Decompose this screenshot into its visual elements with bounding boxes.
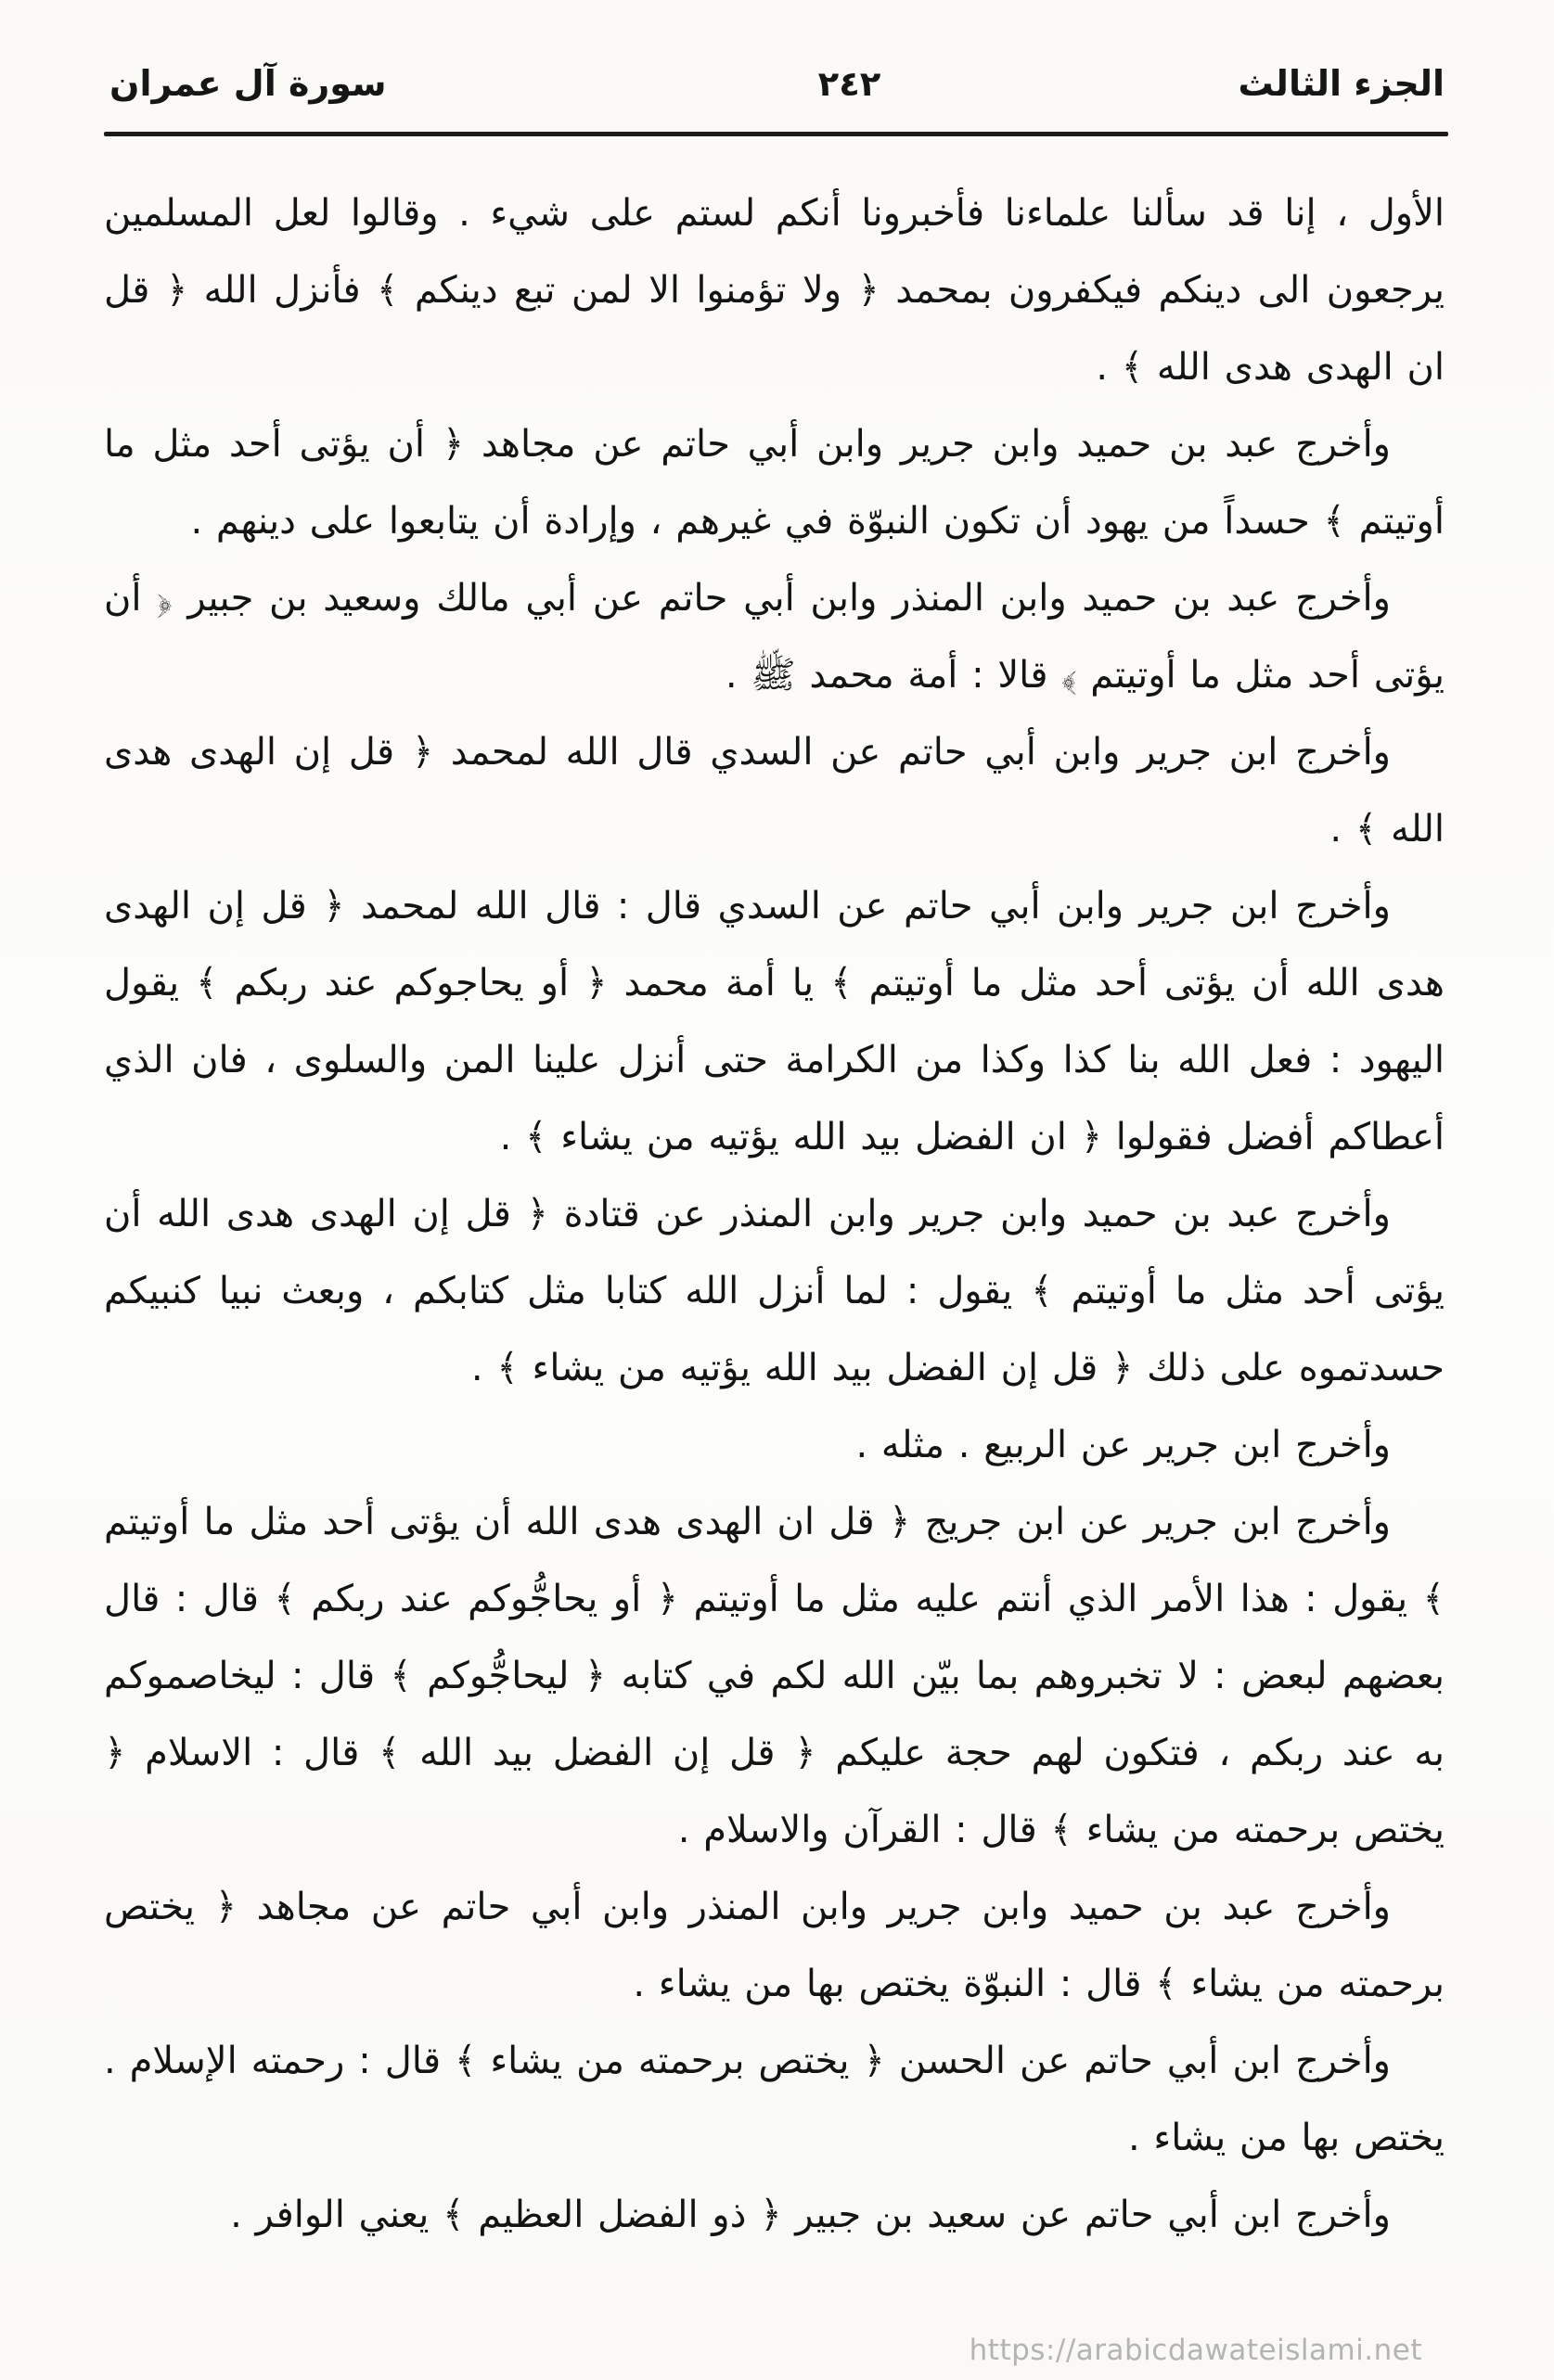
paragraph: وأخرج عبد بن حميد وابن جرير وابن المنذر عن قتادة ﴿ قل إن الهدى هدى الله أن يؤتى أحد مثل ما أوتيتم ﴾ يقول : لما أنزل الله كتابا مثل كتابكم ، وبعث نبيا كنبيكم حسدتموه على ذلك ﴿ قل إن الفضل بيد الله يؤتيه من يشاء ﴾ . — [104, 1193, 1445, 1389]
paragraph: وأخرج ابن جرير عن ابن جريج ﴿ قل ان الهدى هدى الله أن يؤتى أحد مثل ما أوتيتم ﴾ يقول : هذا الأمر الذي أنتم عليه مثل ما أوتيتم ﴿ أو يحاجُّوكم عند ربكم ﴾ قال : قال بعضهم لبعض : لا تخبروهم بما بيّن الله لكم في كتابه ﴿ ليحاجُّوكم ﴾ قال : ليخاصموكم به عند ربكم ، فتكون لهم حجة عليكم ﴿ قل إن الفضل بيد الله ﴾ قال : الاسلام ﴿ يختص برحمته من يشاء ﴾ قال : القرآن والاسلام . — [104, 1501, 1445, 1851]
page-body — [0, 136, 1554, 2254]
page-header — [0, 0, 1554, 104]
part-title: الجزء الثالث — [1238, 63, 1445, 104]
paragraph: وأخرج ابن جرير عن الربيع . مثله . — [855, 1424, 1391, 1466]
paragraph: وأخرج ابن جرير وابن أبي حاتم عن السدي قال الله لمحمد ﴿ قل إن الهدى هدى الله ﴾ . — [104, 731, 1445, 851]
page-number: ٢٤٢ — [817, 64, 881, 104]
paragraph: وأخرج عبد بن حميد وابن المنذر وابن أبي حاتم عن أبي مالك وسعيد بن جبير ﴿ أن يؤتى أحد مثل ما أوتيتم ﴾ قالا : أمة محمد ﷺ . — [104, 577, 1445, 697]
paragraph: وأخرج ابن أبي حاتم عن الحسن ﴿ يختص برحمته من يشاء ﴾ قال : رحمته الإسلام . يختص بها من يشاء . — [104, 2040, 1445, 2159]
paragraph: وأخرج ابن جرير وابن أبي حاتم عن السدي قال : قال الله لمحمد ﴿ قل إن الهدى هدى الله أن يؤتى أحد مثل ما أوتيتم ﴾ يا أمة محمد ﴿ أو يحاجوكم عند ربكم ﴾ يقول اليهود : فعل الله بنا كذا وكذا من الكرامة حتى أنزل علينا المن والسلوى ، فان الذي أعطاكم أفضل فقولوا ﴿ ان الفضل بيد الله يؤتيه من يشاء ﴾ . — [104, 885, 1445, 1158]
surah-title: سورة آل عمران — [109, 63, 387, 104]
paragraph: وأخرج ابن أبي حاتم عن سعيد بن جبير ﴿ ذو الفضل العظيم ﴾ يعني الوافر . — [230, 2194, 1391, 2236]
paragraph: الأول ، إنا قد سألنا علماءنا فأخبرونا أنكم لستم على شيء . وقالوا لعل المسلمين يرجعون الى دينكم فيكفرون بمحمد ﴿ ولا تؤمنوا الا لمن تبع دينكم ﴾ فأنزل الله ﴿ قل ان الهدى هدى الله ﴾ . — [104, 192, 1445, 389]
paragraph: وأخرج عبد بن حميد وابن جرير وابن المنذر وابن أبي حاتم عن مجاهد ﴿ يختص برحمته من يشاء ﴾ قال : النبوّة يختص بها من يشاء . — [104, 1886, 1445, 2005]
watermark-url: https://arabicdawateislami.net — [969, 2334, 1422, 2367]
paragraph: وأخرج عبد بن حميد وابن جرير وابن أبي حاتم عن مجاهد ﴿ أن يؤتى أحد مثل ما أوتيتم ﴾ حسداً من يهود أن تكون النبوّة في غيرهم ، وإرادة أن يتابعوا على دينهم . — [104, 423, 1445, 543]
